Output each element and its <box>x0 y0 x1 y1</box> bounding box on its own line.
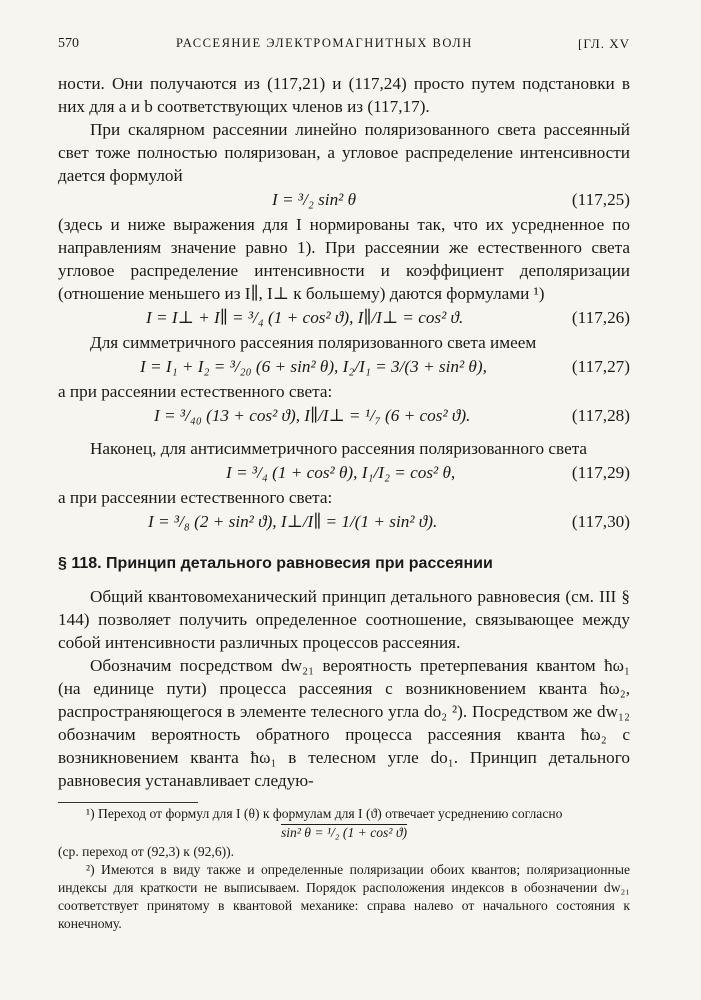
page-number: 570 <box>58 36 79 51</box>
paragraph-normalization: (здесь и ниже выражения для I нормированы так, что их усредненное по направлениям значение равно 1). При рассеянии же естественного света угловое распределение интенсивности и коэффициент деполяризации (отношение меньшего из I∥, I⊥ к большему) даются формулами ¹) <box>58 215 630 303</box>
paragraph-natural-light-2: а при рассеянии естественного света: <box>58 488 333 507</box>
equation-expression: I = ³/₂ sin² θ <box>272 190 357 209</box>
equation-117-29 <box>58 460 630 486</box>
paragraph-natural-light: а при рассеянии естественного света: <box>58 382 333 401</box>
equation-number: (117,27) <box>571 357 630 376</box>
footnote-2: ²) Имеются в виду также и определенные поляризации обоих квантов; поляризационные индексы для краткости не выписываем. Порядок расположения индексов в обозначении dw₂₁ соответствует принятому в квантовой механике: справа налево от начального состояния к конечному. <box>58 862 630 931</box>
equation-number: (117,28) <box>571 406 630 425</box>
paragraph-antisymmetric: Наконец, для антисимметричного рассеяния поляризованного света <box>90 439 588 458</box>
equation-expression: I = I₁ + I₂ = ³/₂₀ (6 + sin² θ), I₂/I₁ = 3/(3 + sin² θ), <box>140 357 487 376</box>
footnote-1-reference: (ср. переход от (92,3) к (92,6)). <box>58 844 235 859</box>
page <box>58 34 630 933</box>
equation-117-27 <box>58 354 630 380</box>
paragraph-symmetric: Для симметричного рассеяния поляризованного света имеем <box>90 333 537 352</box>
equation-number: (117,25) <box>571 190 630 209</box>
running-title: РАССЕЯНИЕ ЭЛЕКТРОМАГНИТНЫХ ВОЛН <box>176 36 473 50</box>
equation-number: (117,29) <box>571 463 630 482</box>
equation-117-26 <box>58 305 630 331</box>
footnote-formula-expression: sin² θ = ¹/₂ (1 + cos² ϑ) <box>280 825 408 840</box>
equation-expression: I = ³/₄ (1 + cos² θ), I₁/I₂ = cos² θ, <box>226 463 456 482</box>
equation-117-28 <box>58 403 630 429</box>
section-heading: § 118. Принцип детального равновесия при рассеянии <box>58 555 493 572</box>
running-header <box>58 34 630 58</box>
paragraph-probabilities: Обозначим посредством dw₂₁ вероятность претерпевания квантом ħω₁ (на единице пути) процесса рассеяния с возникновением кванта ħω₂, распространяющегося в элементе телесного угла do₂ ²). Посредством же dw₁₂ обозначим вероятность обратного процесса рассеяния кванта ħω₂ с возникновением кванта ħω₁ в телесном угле do₁. Принцип детального равновесия устанавливает следую- <box>58 656 630 790</box>
paragraph-detailed-balance-intro: Общий квантовомеханический принцип детального равновесия (см. III § 144) позволяет получить определенное соотношение, связывающее между собой интенсивности различных процессов рассеяния. <box>58 587 630 652</box>
equation-expression: I = I⊥ + I∥ = ³/₄ (1 + cos² ϑ), I∥/I⊥ = cos² ϑ. <box>146 308 464 327</box>
footnote-1: ¹) Переход от формул для I (θ) к формулам для I (ϑ) отвечает усреднению согласно <box>86 806 563 821</box>
equation-expression: I = ³/₄₀ (13 + cos² ϑ), I∥/I⊥ = ¹/₇ (6 + cos² ϑ). <box>154 406 471 425</box>
footnote-divider <box>58 802 198 803</box>
equation-117-30 <box>58 509 630 535</box>
paragraph-scalar-scattering: При скалярном рассеянии линейно поляризованного света рассеянный свет тоже полностью поляризован, а угловое распределение интенсивности дается формулой <box>58 120 630 185</box>
paragraph-continuation: ности. Они получаются из (117,21) и (117,24) просто путем подстановки в них для a и b соответствующих членов из (117,17). <box>58 74 630 116</box>
equation-expression: I = ³/₈ (2 + sin² ϑ), I⊥/I∥ = 1/(1 + sin² ϑ). <box>148 512 438 531</box>
footnote-1-formula <box>58 823 630 843</box>
equation-117-25 <box>58 187 630 213</box>
chapter-label: [ГЛ. XV <box>578 36 630 51</box>
equation-number: (117,26) <box>571 308 630 327</box>
equation-number: (117,30) <box>571 512 630 531</box>
